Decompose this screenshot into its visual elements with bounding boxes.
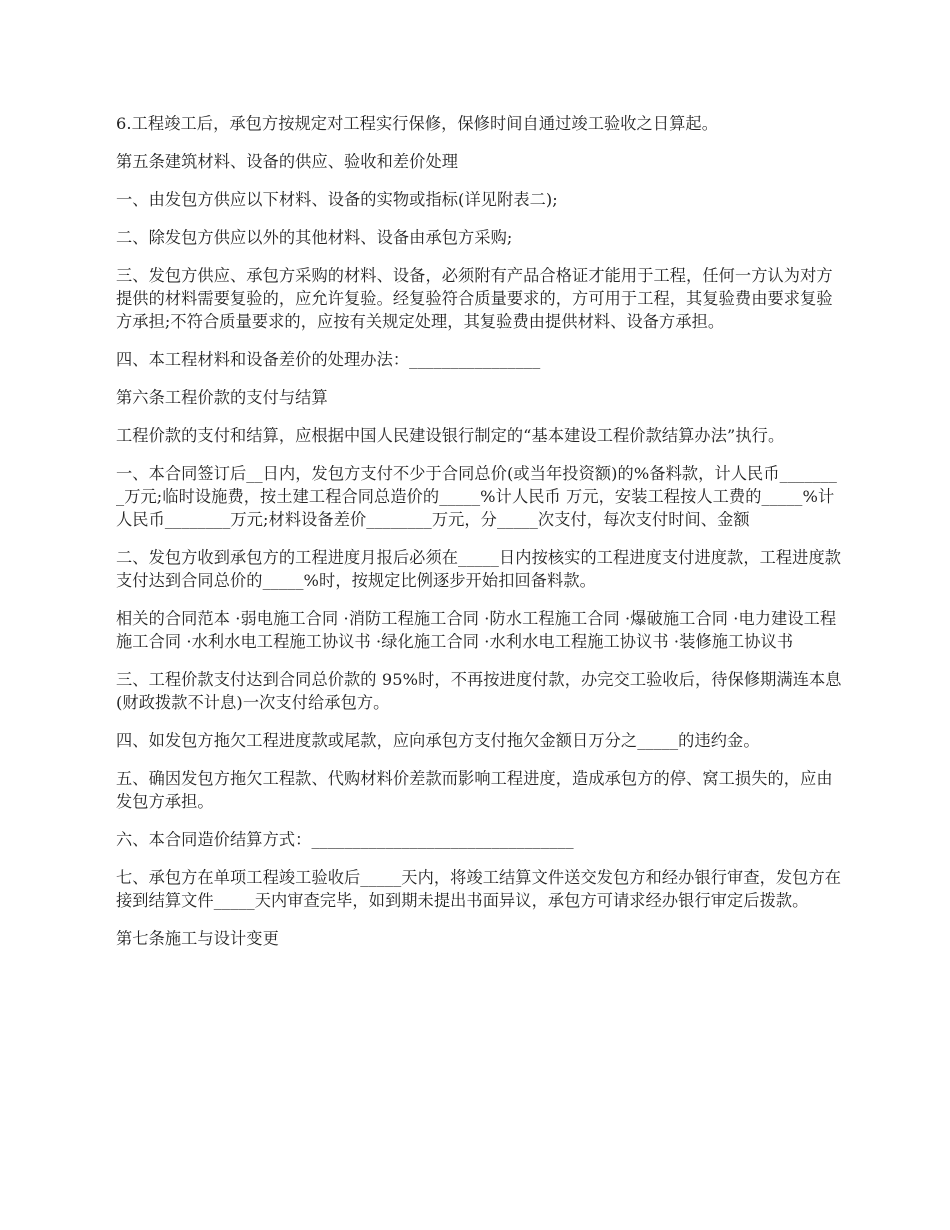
- document-page: [116, 112, 844, 965]
- paragraph-employer-supply: 一、由发包方供应以下材料、设备的实物或指标(详见附表二);: [116, 190, 558, 209]
- paragraph-advance-payment: 一、本合同签订后__日内，发包方支付不少于合同总价(或当年投资额)的%备料款，计人民币________万元;临时设施费，按土建工程合同总造价的_____%计人民币 万元，安装工程按人工费的_____%计人民币________万元;材料设备差价________万元，分_____次支付，每次支付时间、金额: [116, 464, 837, 529]
- paragraph-payment-basis: 工程价款的支付和结算，应根据中国人民建设银行制定的“基本建设工程价款结算办法”执行。: [116, 426, 785, 445]
- paragraph-final-payment: 三、工程价款支付达到合同总价款的 95%时，不再按进度付款，办完交工验收后，待保修期满连本息(财政拨款不计息)一次支付给承包方。: [116, 670, 842, 712]
- paragraph-material-inspection: 三、发包方供应、承包方采购的材料、设备，必须附有产品合格证才能用于工程，任何一方认为对方提供的材料需要复验的，应允许复验。经复验符合质量要求的，方可用于工程，其复验费由要求复验方承担;不符合质量要求的，应按有关规定处理，其复验费由提供材料、设备方承担。: [116, 266, 833, 331]
- paragraph-settlement-review: 七、承包方在单项工程竣工验收后_____天内，将竣工结算文件送交发包方和经办银行审查，发包方在接到结算文件_____天内审查完毕，如到期未提出书面异议，承包方可请求经办银行审定后拨款。: [116, 868, 842, 910]
- section-heading-article-5: 第五条建筑材料、设备的供应、验收和差价处理: [116, 152, 459, 171]
- paragraph-contractor-purchase: 二、除发包方供应以外的其他材料、设备由承包方采购;: [116, 228, 513, 247]
- paragraph-progress-payment: 二、发包方收到承包方的工程进度月报后必须在_____日内按核实的工程进度支付进度款，工程进度款支付达到合同总价的_____%时，按规定比例逐步开始扣回备料款。: [116, 548, 842, 590]
- paragraph-price-difference: 四、本工程材料和设备差价的处理办法：________________: [116, 350, 541, 369]
- paragraph-warranty: 6.工程竣工后，承包方按规定对工程实行保修，保修时间自通过竣工验收之日算起。: [116, 114, 718, 133]
- paragraph-delay-loss: 五、确因发包方拖欠工程款、代购材料价差款而影响工程进度，造成承包方的停、窝工损失的，应由发包方承担。: [116, 769, 833, 811]
- section-heading-article-7: 第七条施工与设计变更: [116, 929, 279, 948]
- paragraph-late-penalty: 四、如发包方拖欠工程进度款或尾款，应向承包方支付拖欠金额日万分之_____的违约金。: [116, 731, 760, 750]
- paragraph-settlement-method: 六、本合同造价结算方式：________________________________: [116, 830, 574, 849]
- section-heading-article-6: 第六条工程价款的支付与结算: [116, 388, 328, 407]
- paragraph-related-templates: 相关的合同范本 ·弱电施工合同 ·消防工程施工合同 ·防水工程施工合同 ·爆破施工合同 ·电力建设工程施工合同 ·水利水电工程施工协议书 ·绿化施工合同 ·水利水电工程施工协议书 ·装修施工协议书: [116, 609, 837, 651]
